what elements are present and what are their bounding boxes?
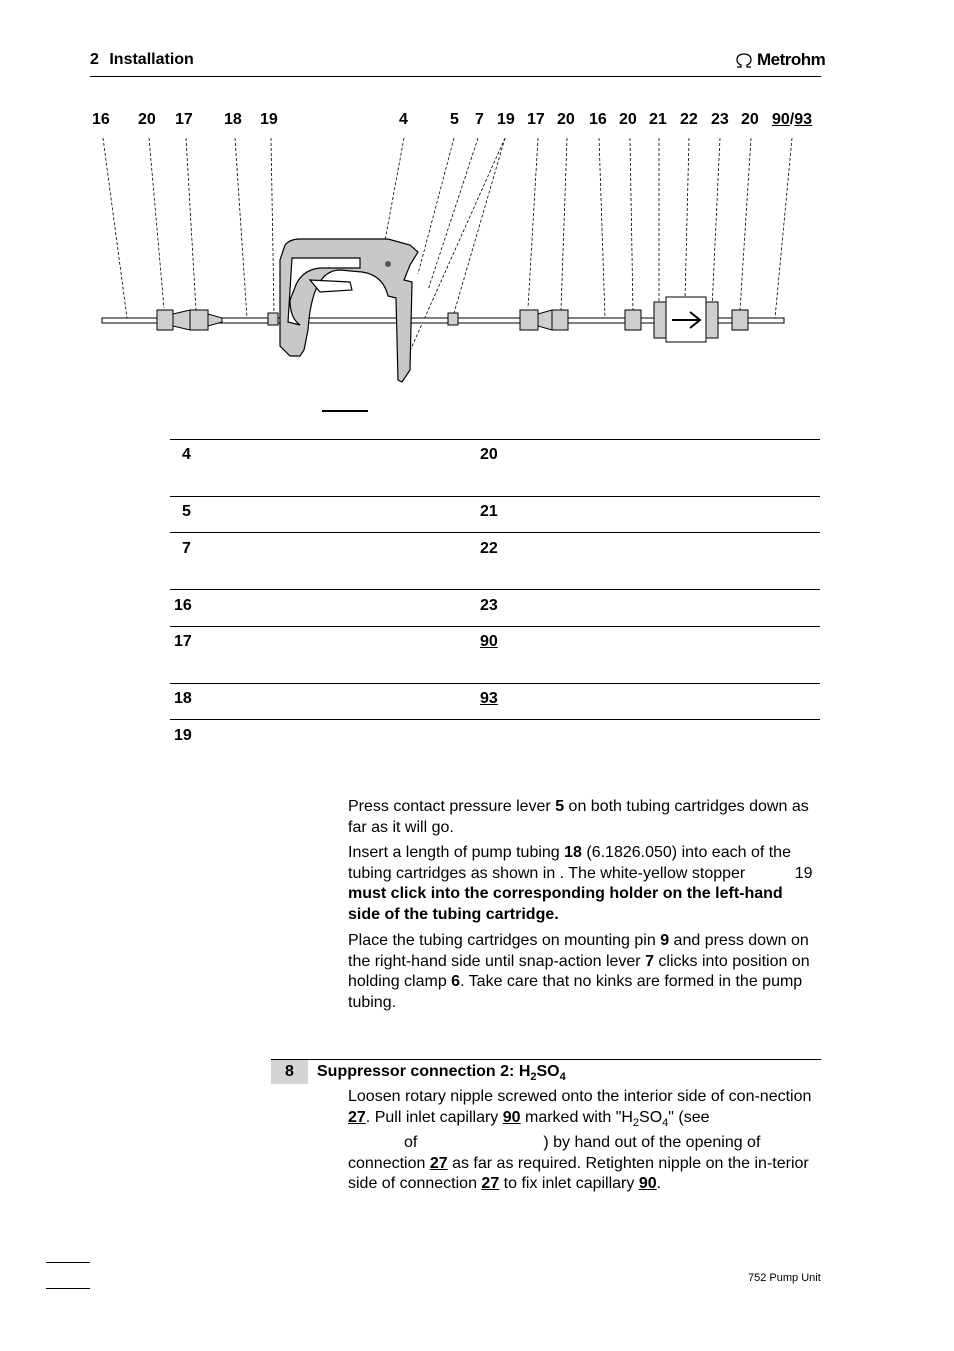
table-rule [170, 683, 820, 684]
callout-separator: / [789, 111, 795, 128]
instruction-paragraph: Insert a length of pump tubing 18 (6.1826.050) into each of the tubing cartridges as shown in . The white-yellow stopper 19 must click into the corresponding holder on the left-hand side of the tubing cartridge. [348, 844, 813, 923]
table-rule [170, 626, 820, 627]
callout: 20 [557, 111, 575, 128]
step-title: Suppressor connection 2: $H_2SO_4$ [317, 1063, 566, 1084]
margin-mark [46, 1262, 90, 1263]
legend-item-left: 16 [174, 597, 192, 614]
table-rule [170, 589, 820, 590]
callout: 22 [680, 111, 698, 128]
legend-item-left: 17 [174, 633, 192, 650]
step-number: 8 [271, 1060, 308, 1084]
callout: 93 [794, 111, 813, 128]
section-number: 2 [90, 51, 99, 68]
callout: 19 [260, 111, 278, 128]
brand-name: Metrohm [757, 50, 826, 69]
callout: 7 [475, 111, 484, 128]
callout: 20 [619, 111, 637, 128]
callout: 20 [741, 111, 759, 128]
legend-item-left: 7 [182, 540, 191, 557]
footer-product: 752 Pump Unit [748, 1272, 821, 1284]
callout: 18 [224, 111, 242, 128]
legend-item-left: 19 [174, 727, 192, 744]
legend-item-right: 90 [480, 633, 498, 650]
callout: 5 [450, 111, 459, 128]
legend-item-right: 20 [480, 446, 498, 463]
table-rule [170, 532, 820, 533]
callout: 90 [772, 111, 790, 128]
callout: 20 [138, 111, 156, 128]
callout: 21 [649, 111, 667, 128]
callout: 4 [399, 111, 408, 128]
table-rule [170, 496, 820, 497]
legend-item-left: 18 [174, 690, 192, 707]
callout: 19 [497, 111, 515, 128]
instruction-paragraph: Press contact pressure lever 5 on both tubing cartridges down as far as it will go. [348, 798, 809, 836]
table-rule [170, 719, 820, 720]
tubing-cartridge [280, 239, 418, 382]
legend-item-right: 93 [480, 690, 498, 707]
step-body: Loosen rotary nipple screwed onto the interior side of con-nection 27. Pull inlet capillary 90 marked with "$H_2SO_4$" (see of ) by hand out of the opening of connection 27 as far as required. Retighten nipple on the in-terior side of connection 27 to fix inlet capillary 90. [348, 1088, 812, 1193]
callout: 23 [711, 111, 729, 128]
legend-item-left: 4 [182, 446, 191, 463]
callout: 17 [175, 111, 193, 128]
callout: 16 [589, 111, 607, 128]
legend-item-right: 22 [480, 540, 498, 557]
margin-mark [46, 1288, 90, 1289]
legend-item-left: 5 [182, 503, 191, 520]
step-rule [271, 1059, 821, 1060]
callout: 17 [527, 111, 545, 128]
table-rule [170, 439, 820, 440]
tubing-assembly-diagram [0, 0, 954, 420]
section-title: Installation [109, 51, 194, 68]
callout: 16 [92, 111, 110, 128]
instruction-paragraph: Place the tubing cartridges on mounting pin 9 and press down on the right-hand side until snap-action lever 7 clicks into position on holding clamp 6. Take care that no kinks are formed in the pump tubing. [348, 932, 810, 1011]
legend-item-right: 23 [480, 597, 498, 614]
legend-item-right: 21 [480, 503, 498, 520]
